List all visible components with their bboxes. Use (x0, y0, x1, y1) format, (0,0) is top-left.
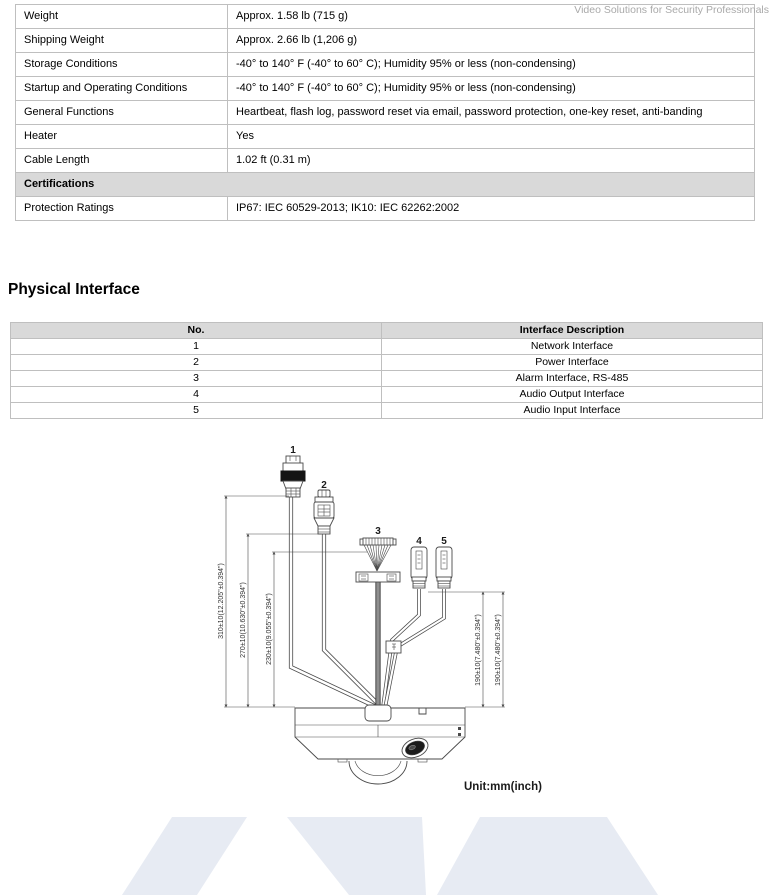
spec-label: Protection Ratings (16, 197, 228, 221)
label-2: 2 (321, 480, 327, 491)
cables (291, 494, 444, 712)
dome-outline (349, 761, 407, 784)
dimension-230: 230±10(9.055"±0.394") (266, 593, 273, 665)
label-5: 5 (441, 536, 447, 547)
table-row (16, 125, 755, 149)
spec-value: -40° to 140° F (-40° to 60° C); Humidity 95% or less (non-condensing) (228, 77, 755, 101)
table-row (11, 355, 763, 371)
spec-value: Approx. 2.66 lb (1,206 g) (228, 29, 755, 53)
spec-value: -40° to 140° F (-40° to 60° C); Humidity 95% or less (non-condensing) (228, 53, 755, 77)
table-row (16, 77, 755, 101)
brand-watermark (0, 805, 771, 895)
specifications-table (15, 4, 755, 221)
alarm-connector (356, 538, 400, 582)
spec-value: Yes (228, 125, 755, 149)
label-3: 3 (375, 526, 381, 537)
spec-label: Heater (16, 125, 228, 149)
table-row (11, 387, 763, 403)
table-row (16, 53, 755, 77)
spec-value: IP67: IEC 60529-2013; IK10: IEC 62262:2002 (228, 197, 755, 221)
iface-no: 4 (11, 387, 382, 403)
iface-desc: Audio Input Interface (382, 403, 763, 419)
dimension-190-a: 190±10(7.480"±0.394") (475, 614, 482, 686)
cable-entry (365, 705, 391, 721)
watermark-wedge-shape (287, 817, 426, 895)
label-4: 4 (416, 536, 422, 547)
page-section-title: Physical Interface (8, 281, 140, 298)
dimension-270: 270±10(10.630"±0.394") (240, 582, 247, 658)
table-row (16, 29, 755, 53)
audio-input-connector (436, 547, 452, 588)
iface-desc: Network Interface (382, 339, 763, 355)
dimension-190-b: 190±10(7.480"±0.394") (495, 614, 502, 686)
iface-no: 3 (11, 371, 382, 387)
network-cable (291, 494, 374, 712)
spec-label: Shipping Weight (16, 29, 228, 53)
wire-fan (364, 545, 391, 571)
section-header-cell: Certifications (16, 173, 755, 197)
section-header-row (16, 173, 755, 197)
power-connector (314, 490, 334, 534)
table-row (11, 371, 763, 387)
watermark-hex-shape (437, 817, 658, 895)
spec-value: Heartbeat, flash log, password reset via email, password protection, one-key reset, anti-banding (228, 101, 755, 125)
spec-label: Weight (16, 5, 228, 29)
table-row (16, 149, 755, 173)
table-header-row (11, 323, 763, 339)
iface-desc: Power Interface (382, 355, 763, 371)
physical-interface-diagram (0, 440, 771, 805)
alarm-label-bracket (356, 572, 400, 582)
iface-desc: Alarm Interface, RS-485 (382, 371, 763, 387)
table-row (11, 339, 763, 355)
spec-value: 1.02 ft (0.31 m) (228, 149, 755, 173)
audio-output-connector (411, 547, 427, 588)
dimension-310: 310±10(12.205"±0.394") (218, 563, 225, 639)
corner-watermark-text: Video Solutions for Security Professionals (574, 4, 769, 16)
spec-label: Storage Conditions (16, 53, 228, 77)
spec-label: General Functions (16, 101, 228, 125)
table-row (16, 101, 755, 125)
iface-desc: Audio Output Interface (382, 387, 763, 403)
col-header-description: Interface Description (382, 323, 763, 339)
label-1: 1 (290, 445, 296, 456)
iface-no: 5 (11, 403, 382, 419)
spec-value: Approx. 1.58 lb (715 g) (228, 5, 755, 29)
table-row (11, 403, 763, 419)
iface-no: 1 (11, 339, 382, 355)
spec-label: Cable Length (16, 149, 228, 173)
unit-note: Unit:mm(inch) (464, 781, 542, 793)
spec-label: Startup and Operating Conditions (16, 77, 228, 101)
camera-lens (399, 735, 431, 762)
watermark-slash-shape (122, 817, 247, 895)
table-row (16, 197, 755, 221)
dimension-lines-right (428, 592, 505, 707)
connector-number-labels (290, 445, 447, 547)
interface-table (10, 322, 763, 419)
iface-no: 2 (11, 355, 382, 371)
col-header-no: No. (11, 323, 382, 339)
network-connector (281, 456, 305, 497)
